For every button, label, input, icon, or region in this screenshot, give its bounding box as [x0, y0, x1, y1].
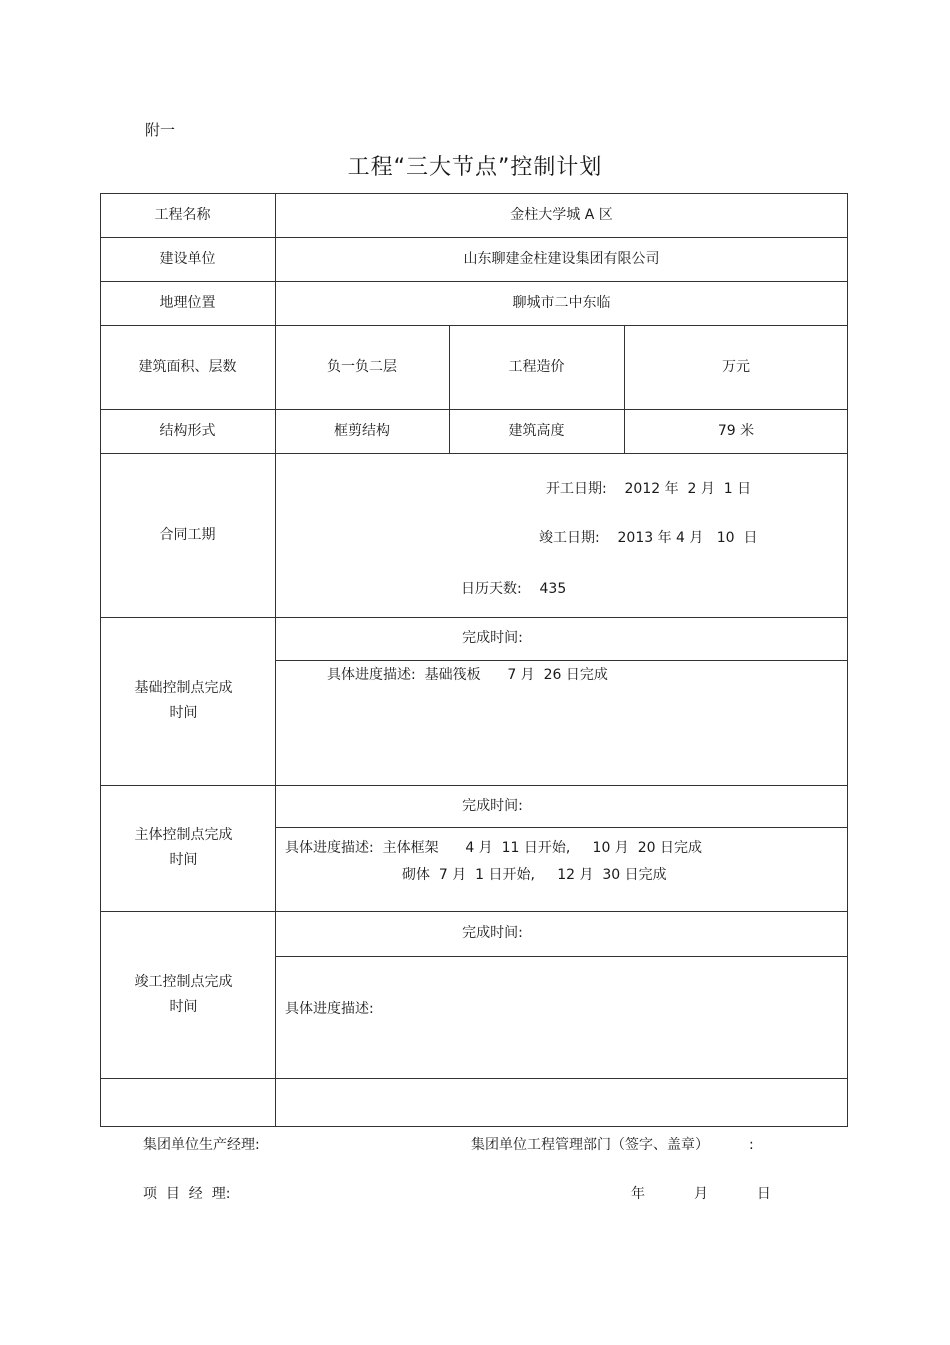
main-structure-label-line2: 时间 — [169, 852, 198, 868]
main-structure-desc-line1: 具体进度描述: 主体框架 4 月 11 日开始, 10 月 20 日完成 — [285, 840, 702, 856]
production-manager-label: 集团单位生产经理: — [143, 1137, 260, 1153]
calendar-days: 日历天数: 435 — [461, 581, 567, 597]
project-manager-label: 项 目 经 理: — [143, 1186, 231, 1202]
completion-label-line2: 时间 — [169, 998, 198, 1015]
sub-row-divider — [275, 660, 848, 661]
cost-label: 工程造价 — [508, 358, 565, 375]
completion-time: 完成时间: — [462, 925, 523, 941]
main-structure-label-line1: 主体控制点完成 — [134, 827, 233, 843]
main-structure-desc-line2: 砌体 7 月 1 日开始, 12 月 30 日完成 — [402, 867, 667, 883]
table-border-bottom — [100, 1126, 848, 1127]
builder-label: 建设单位 — [159, 250, 216, 267]
location-value: 聊城市二中东临 — [512, 294, 611, 311]
location-label: 地理位置 — [159, 294, 216, 311]
completion-desc: 具体进度描述: — [285, 1001, 374, 1017]
management-dept-label: 集团单位工程管理部门（签字、盖章） : — [471, 1137, 754, 1153]
sub-row-divider — [275, 956, 848, 957]
contract-period-label: 合同工期 — [159, 526, 216, 543]
area-value: 负一负二层 — [327, 358, 397, 375]
annex-label: 附一 — [145, 121, 176, 139]
height-value: 79 米 — [717, 422, 755, 439]
structure-label: 结构形式 — [159, 422, 216, 439]
completion-label — [100, 911, 267, 1078]
builder-value: 山东聊建金柱建设集团有限公司 — [463, 250, 660, 267]
project-name-label: 工程名称 — [154, 206, 211, 223]
project-name-value: 金柱大学城 A 区 — [510, 206, 613, 223]
foundation-label — [100, 617, 267, 785]
structure-value: 框剪结构 — [334, 422, 390, 439]
row-divider — [100, 1078, 848, 1079]
cost-value: 万元 — [722, 358, 750, 375]
page-title: 工程“三大节点”控制计划 — [347, 155, 603, 180]
end-date: 竣工日期: 2013 年 4 月 10 日 — [539, 530, 758, 546]
completion-label-line1: 竣工控制点完成 — [134, 973, 233, 990]
sub-row-divider — [275, 827, 848, 828]
main-structure-label — [100, 785, 267, 911]
height-label: 建筑高度 — [508, 422, 565, 439]
foundation-time: 完成时间: — [462, 630, 523, 646]
start-date: 开工日期: 2012 年 2 月 1 日 — [546, 481, 752, 497]
foundation-desc: 具体进度描述: 基础筏板 7 月 26 日完成 — [327, 667, 608, 683]
main-structure-time: 完成时间: — [462, 797, 523, 814]
area-label: 建筑面积、层数 — [138, 358, 237, 375]
foundation-label-line2: 时间 — [169, 705, 198, 721]
date-line: 年 月 日 — [631, 1186, 771, 1202]
foundation-label-line1: 基础控制点完成 — [134, 680, 233, 696]
